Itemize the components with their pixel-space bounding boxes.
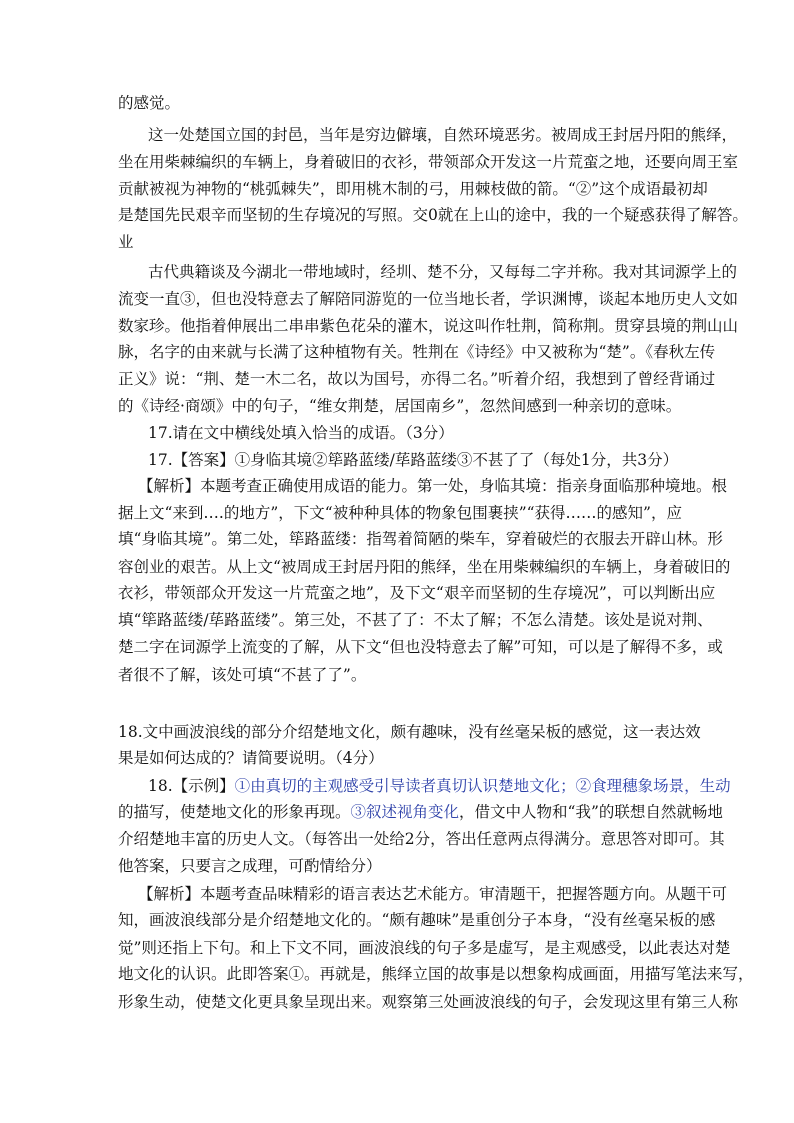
paragraph-line: 古代典籍谈及今湖北一带地域时，经圳、楚不分，又每每二字并称。我对其词源学上的 [148,263,738,281]
answer-18-line [118,802,723,822]
answer-18-point-3-highlight: ③叙述视角变化 [350,803,460,821]
paragraph-line: 正义》说：“荆、楚一木二名，故以为国号，亦得二名。”听着介绍，我想到了曾经背诵过 [118,370,716,388]
paragraph-line: 者很不了解，该处可填“不甚了了”。 [118,666,367,684]
answer-18-point-3: ，借文中人物和“我”的联想自然就畅地 [459,803,723,821]
paragraph-line: 业 [118,233,134,251]
paragraph-line: 填“身临其境”。第二处，筚路蓝缕：指驾着简陋的柴车，穿着破烂的衣服去开辟山林。形 [118,530,723,548]
paragraph-line: 数家珍。他指着伸展出二串串紫色花朵的灌木，说这叫作牡荆，简称荆。贯穿县境的荆山山 [118,317,739,335]
paragraph-line: 介绍楚地丰富的历史人文。（每答出一处给2分，答出任意两点得满分。意思答对即可。其 [118,830,725,848]
answer-18-point-2: 的描写，使楚地文化的形象再现。 [118,803,351,821]
paragraph-line: 据上文“来到….的地方”，下文“被种种具体的物象包围裹挟”“获得……的感知”，应 [118,504,682,522]
paragraph-line: 这一处楚国立国的封邑，当年是穷边僻壤，自然环境恶劣。被周成王封居丹阳的熊绎， [148,126,738,144]
answer-18-label: 18.【示例】 [148,777,235,795]
paragraph-line: 地文化的认识。此即答案①。再就是，熊绎立国的故事是以想象构成画面，用描写笔法来写， [118,965,754,983]
question-18: 18.文中画波浪线的部分介绍楚地文化，颇有趣味，没有丝毫呆板的感觉，这一表达效 [118,723,701,741]
paragraph-line: 填“筚路蓝缕/荜路蓝缕”。第三处，不甚了了：不太了解；不怎么清楚。该处是说对荆、 [118,611,713,629]
analysis-17: 【解析】本题考查正确使用成语的能力。第一处，身临其境：指亲身面临那种境地。根 [138,477,728,495]
paragraph-line: 坐在用柴棘编织的车辆上，身着破旧的衣衫，带领部众开发这一片荒蛮之地，还要向周王室 [118,153,739,171]
paragraph-line: 的感觉。 [118,94,181,112]
question-17: 17.请在文中横线处填入恰当的成语。（3分） [148,424,454,442]
paragraph-line: 果是如何达成的？请简要说明。（4分） [118,749,384,767]
answer-18-point-1: ①由真切的主观感受引导读者真切认识楚地文化；②食理穗象场景，生动 [234,777,731,795]
paragraph-line: 容创业的艰苦。从上文“被周成王封居丹阳的熊绎，坐在用柴棘编织的车辆上，身着破旧的 [118,558,731,576]
paragraph-line: 贡献被视为神物的“桃弧棘失”，即用桃木制的弓，用棘枝做的箭。“②”这个成语最初却 [118,180,708,198]
paragraph-line: 流变一直③，但也没特意去了解陪同游览的一位当地长者，学识渊博，谈起本地历史人文如 [118,290,739,308]
paragraph-line: 楚二字在词源学上流变的了解，从下文“但也没特意去了解”可知，可以是了解得不多，或 [118,638,723,656]
paragraph-line: 衣衫，带领部众开发这一片荒蛮之地”，及下文“艰辛而坚韧的生存境况”，可以判断出应 [118,584,716,602]
paragraph-line: 是楚国先民艰辛而坚韧的生存境况的写照。交0就在上山的途中，我的一个疑惑获得了解答。 [118,206,748,224]
answer-18-line [148,776,731,796]
paragraph-line: 知，画波浪线部分是介绍楚地文化的。“颇有趣味”是重创分子本身，“没有丝毫呆板的感 [118,911,716,929]
paragraph-line: 脉，名字的由来就与长满了这种植物有关。牲荆在《诗经》中又被称为“楚”。《春秋左传 [118,343,716,361]
paragraph-line: 形象生动，使楚文化更具象呈现出来。观察第三处画波浪线的句子，会发现这里有第三人称 [118,993,739,1011]
paragraph-line: 他答案，只要言之成理，可酌情给分） [118,857,382,875]
answer-17: 17.【答案】①身临其境②筚路蓝缕/荜路蓝缕③不甚了了（每处1分，共3分） [148,451,679,469]
paragraph-line: 觉”则还指上下句。和上下文不同，画波浪线的句子多是虚写，是主观感受，以此表达对楚 [118,939,731,957]
analysis-18: 【解析】本题考查品味精彩的语言表达艺术能方。审清题干，把握答题方向。从题干可 [138,885,728,903]
paragraph-line: 的《诗经·商颂》中的句子，“维女荆楚，居国南乡”，忽然间感到一种亲切的意味。 [118,397,682,415]
